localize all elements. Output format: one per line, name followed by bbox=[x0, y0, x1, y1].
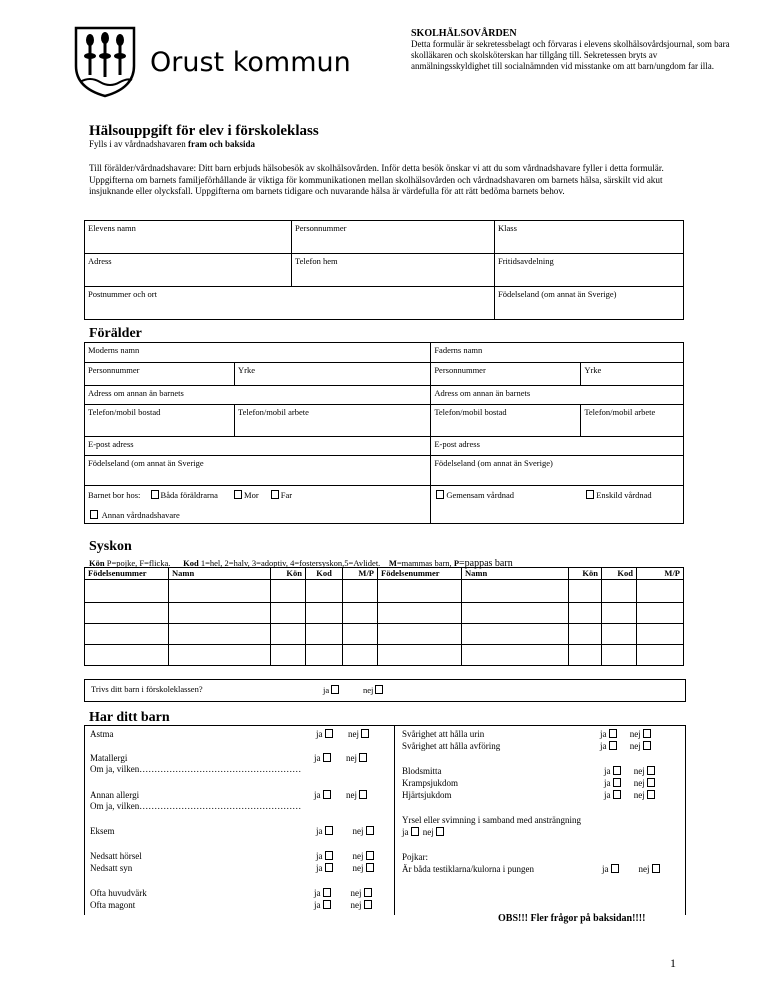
siblings-table bbox=[84, 567, 684, 666]
siblings-legend: Kön P=pojke, F=flicka. Kod 1=hel, 2=halv, 3=adoptiv, 4=fostersyskon,5=Avlidet. M=mammas barn, P=pappas barn bbox=[89, 558, 513, 569]
other-guardian-checkbox[interactable] bbox=[90, 510, 98, 519]
col-header: Namn bbox=[169, 568, 271, 580]
both-parents-checkbox[interactable] bbox=[151, 490, 159, 499]
father-checkbox[interactable] bbox=[271, 490, 279, 499]
dizzy-yes-checkbox[interactable] bbox=[411, 827, 419, 836]
mother-email-field[interactable]: E-post adress bbox=[85, 437, 431, 456]
siblings-heading: Syskon bbox=[89, 539, 132, 554]
col-header: Namn bbox=[462, 568, 569, 580]
stomach-yes-checkbox[interactable] bbox=[323, 900, 331, 909]
astma-yes-checkbox[interactable] bbox=[325, 729, 333, 738]
col-header: Kön bbox=[271, 568, 306, 580]
father-phone-work-field[interactable]: Telefon/mobil arbete bbox=[581, 405, 684, 437]
headache-no-checkbox[interactable] bbox=[364, 888, 372, 897]
thrive-box: Trivs ditt barn i förskoleklassen? ja nej bbox=[84, 679, 686, 702]
student-address-field[interactable]: Adress bbox=[85, 254, 292, 287]
mother-job-field[interactable]: Yrke bbox=[235, 363, 431, 386]
col-header: Kod bbox=[306, 568, 343, 580]
mother-checkbox[interactable] bbox=[234, 490, 242, 499]
hearing-yes-checkbox[interactable] bbox=[325, 851, 333, 860]
blood-no-checkbox[interactable] bbox=[647, 766, 655, 775]
student-pnr-field[interactable]: Personnummer bbox=[292, 221, 495, 254]
form-title: Hälsouppgift för elev i förskoleklass bbox=[89, 123, 319, 139]
eksem-yes-checkbox[interactable] bbox=[325, 826, 333, 835]
stool-yes-checkbox[interactable] bbox=[609, 741, 617, 750]
sole-custody-checkbox[interactable] bbox=[586, 490, 594, 499]
org-name: Orust kommun bbox=[150, 47, 351, 78]
student-leisure-field[interactable]: Fritidsavdelning bbox=[495, 254, 684, 287]
student-class-field[interactable]: Klass bbox=[495, 221, 684, 254]
thrive-no-checkbox[interactable] bbox=[375, 685, 383, 694]
headache-yes-checkbox[interactable] bbox=[323, 888, 331, 897]
col-header: M/P bbox=[637, 568, 684, 580]
heart-no-checkbox[interactable] bbox=[647, 790, 655, 799]
father-name-field[interactable]: Faderns namn bbox=[431, 343, 684, 363]
blood-yes-checkbox[interactable] bbox=[613, 766, 621, 775]
coat-of-arms-icon bbox=[70, 26, 140, 98]
hearing-no-checkbox[interactable] bbox=[366, 851, 374, 860]
mother-name-field[interactable]: Moderns namn bbox=[85, 343, 431, 363]
table-row[interactable] bbox=[85, 624, 684, 645]
stomach-no-checkbox[interactable] bbox=[364, 900, 372, 909]
mother-pnr-field[interactable]: Personnummer bbox=[85, 363, 235, 386]
father-email-field[interactable]: E-post adress bbox=[431, 437, 684, 456]
heart-yes-checkbox[interactable] bbox=[613, 790, 621, 799]
mother-addr-field[interactable]: Adress om annan än barnets bbox=[85, 386, 431, 405]
father-birthcountry-field[interactable]: Födelseland (om annat än Sverige) bbox=[431, 456, 684, 486]
mother-birthcountry-field[interactable]: Födelseland (om annat än Sverige bbox=[85, 456, 431, 486]
page-number: 1 bbox=[670, 956, 676, 970]
stool-no-checkbox[interactable] bbox=[643, 741, 651, 750]
parent-heading: Förälder bbox=[89, 326, 142, 341]
confidentiality-notice: Detta formulär är sekretessbelagt och förvaras i elevens skolhälsovårdsjournal, som bara skolläkaren och skolsköterskan har tillgång till. Sekretessen bryts av anmälningsskyldighet till socialnämnden vid misstanke om att barn/ungdom far illa. bbox=[411, 39, 730, 71]
student-phone-field[interactable]: Telefon hem bbox=[292, 254, 495, 287]
col-header: Kod bbox=[602, 568, 637, 580]
dept-title: SKOLHÄLSOVÅRDEN bbox=[411, 28, 517, 39]
mother-phone-home-field[interactable]: Telefon/mobil bostad bbox=[85, 405, 235, 437]
sight-no-checkbox[interactable] bbox=[366, 863, 374, 872]
food-allergy-yes-checkbox[interactable] bbox=[323, 753, 331, 762]
joint-custody-checkbox[interactable] bbox=[436, 490, 444, 499]
table-row[interactable] bbox=[85, 603, 684, 624]
testes-yes-checkbox[interactable] bbox=[611, 864, 619, 873]
student-birthcountry-field[interactable]: Födelseland (om annat än Sverige) bbox=[495, 287, 684, 320]
health-heading: Har ditt barn bbox=[89, 710, 170, 725]
father-pnr-field[interactable]: Personnummer bbox=[431, 363, 581, 386]
father-phone-home-field[interactable]: Telefon/mobil bostad bbox=[431, 405, 581, 437]
col-header: Födelsenummer bbox=[378, 568, 462, 580]
other-allergy-yes-checkbox[interactable] bbox=[323, 790, 331, 799]
thrive-yes-checkbox[interactable] bbox=[331, 685, 339, 694]
mother-phone-work-field[interactable]: Telefon/mobil arbete bbox=[235, 405, 431, 437]
astma-no-checkbox[interactable] bbox=[361, 729, 369, 738]
form-subtitle: Fylls i av vårdnadshavaren fram och baksida bbox=[89, 139, 255, 149]
col-header: Födelsenummer bbox=[85, 568, 169, 580]
eksem-no-checkbox[interactable] bbox=[366, 826, 374, 835]
custody-field: Gemensam vårdnad Enskild vårdnad bbox=[431, 486, 684, 524]
table-row[interactable] bbox=[85, 580, 684, 603]
father-job-field[interactable]: Yrke bbox=[581, 363, 684, 386]
municipality-logo bbox=[70, 26, 140, 98]
thrive-question: Trivs ditt barn i förskoleklassen? bbox=[91, 684, 203, 694]
student-table bbox=[84, 220, 684, 320]
father-addr-field[interactable]: Adress om annan än barnets bbox=[431, 386, 684, 405]
table-row[interactable] bbox=[85, 645, 684, 666]
testes-no-checkbox[interactable] bbox=[652, 864, 660, 873]
urine-yes-checkbox[interactable] bbox=[609, 729, 617, 738]
intro-text: Till förälder/vårdnadshavare: Ditt barn erbjuds hälsobesök av skolhälsovården. Inför detta besök önskar vi att du som vårdnadshavare fyller i detta formulär. Uppgifterna om barnets familjeförhållande är viktiga för kommunikationen mellan skolhälsovården och vårdnadshavaren om barnets hälsa, särskilt vid akut insjuknande eller olycksfall. Uppgifterna om barnets tidigare och nuvarande hälsa är värdefulla för att rätt bedöma barnets behov. bbox=[89, 163, 664, 196]
student-postal-field[interactable]: Postnummer och ort bbox=[85, 287, 495, 320]
lives-with-field: Barnet bor hos: Båda föräldrarna Mor Far Annan vårdnadshavare bbox=[85, 486, 431, 524]
student-name-field[interactable]: Elevens namn bbox=[85, 221, 292, 254]
other-allergy-no-checkbox[interactable] bbox=[359, 790, 367, 799]
health-box bbox=[84, 725, 686, 915]
seizure-yes-checkbox[interactable] bbox=[613, 778, 621, 787]
footer-note: OBS!!! Fler frågor på baksidan!!!! bbox=[498, 913, 646, 924]
dizzy-no-checkbox[interactable] bbox=[436, 827, 444, 836]
urine-no-checkbox[interactable] bbox=[643, 729, 651, 738]
seizure-no-checkbox[interactable] bbox=[647, 778, 655, 787]
sight-yes-checkbox[interactable] bbox=[325, 863, 333, 872]
col-header: Kön bbox=[569, 568, 602, 580]
col-header: M/P bbox=[343, 568, 378, 580]
food-allergy-no-checkbox[interactable] bbox=[359, 753, 367, 762]
parent-table bbox=[84, 342, 684, 524]
